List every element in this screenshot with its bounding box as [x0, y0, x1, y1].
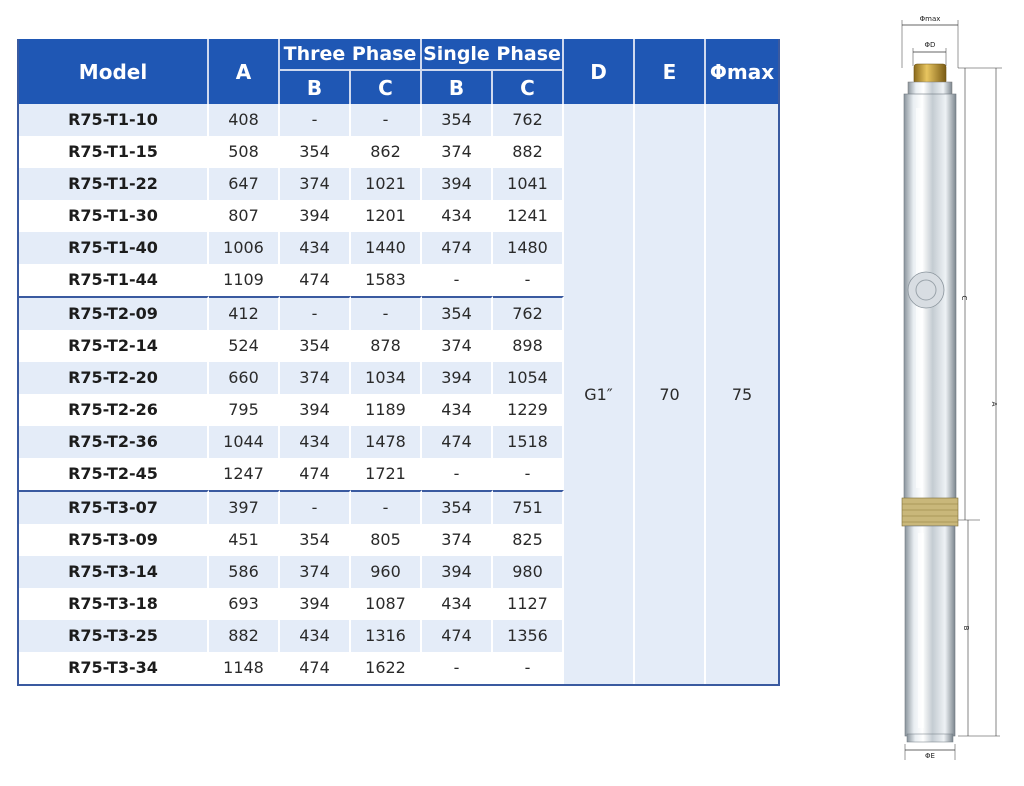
three-phase-b-cell: 374: [280, 362, 351, 394]
header-three-phase: Three Phase: [280, 39, 422, 69]
header-e: E: [635, 39, 706, 104]
single-phase-b-cell: 354: [422, 104, 493, 136]
model-cell: R75-T1-44: [19, 264, 209, 296]
single-phase-b-cell: -: [422, 264, 493, 296]
three-phase-b-cell: -: [280, 104, 351, 136]
table-row: [19, 104, 778, 136]
a-cell: 1148: [209, 652, 280, 684]
a-cell: 1109: [209, 264, 280, 296]
a-cell: 647: [209, 168, 280, 200]
header-d: D: [564, 39, 635, 104]
a-cell: 586: [209, 556, 280, 588]
three-phase-b-cell: -: [280, 296, 351, 330]
model-cell: R75-T2-14: [19, 330, 209, 362]
single-phase-b-cell: 374: [422, 524, 493, 556]
three-phase-c-cell: -: [351, 104, 422, 136]
single-phase-b-cell: 354: [422, 490, 493, 524]
three-phase-c-cell: 1440: [351, 232, 422, 264]
single-phase-c-cell: 980: [493, 556, 564, 588]
single-phase-c-cell: 1480: [493, 232, 564, 264]
single-phase-b-cell: 394: [422, 556, 493, 588]
phid-label: ΦD: [924, 41, 936, 49]
three-phase-b-cell: 434: [280, 426, 351, 458]
b-label: B: [962, 625, 970, 631]
model-cell: R75-T2-20: [19, 362, 209, 394]
single-phase-b-cell: 394: [422, 168, 493, 200]
a-cell: 1044: [209, 426, 280, 458]
single-phase-c-cell: 898: [493, 330, 564, 362]
single-phase-c-cell: 1229: [493, 394, 564, 426]
three-phase-b-cell: 474: [280, 458, 351, 490]
three-phase-c-cell: 1583: [351, 264, 422, 296]
pump-diagram: [880, 8, 1020, 768]
single-phase-b-cell: 374: [422, 136, 493, 168]
single-phase-b-cell: 394: [422, 362, 493, 394]
three-phase-b-cell: 474: [280, 264, 351, 296]
single-phase-c-cell: 762: [493, 104, 564, 136]
brand-badge: [908, 272, 944, 308]
model-cell: R75-T3-07: [19, 490, 209, 524]
d-cell: G1″: [564, 104, 635, 684]
single-phase-c-cell: 1241: [493, 200, 564, 232]
three-phase-b-cell: 374: [280, 168, 351, 200]
three-phase-c-cell: 878: [351, 330, 422, 362]
three-phase-c-cell: 805: [351, 524, 422, 556]
single-phase-b-cell: 374: [422, 330, 493, 362]
single-phase-b-cell: 434: [422, 394, 493, 426]
three-phase-c-cell: 960: [351, 556, 422, 588]
c-dimension: [958, 68, 980, 520]
three-phase-c-cell: 1721: [351, 458, 422, 490]
three-phase-b-cell: 394: [280, 200, 351, 232]
header-model: Model: [19, 39, 209, 104]
three-phase-c-cell: 1021: [351, 168, 422, 200]
single-phase-c-cell: 1054: [493, 362, 564, 394]
header-a: A: [209, 39, 280, 104]
single-phase-c-cell: 882: [493, 136, 564, 168]
phimax-cell: 75: [706, 104, 778, 684]
three-phase-c-cell: -: [351, 296, 422, 330]
model-cell: R75-T3-34: [19, 652, 209, 684]
a-cell: 1006: [209, 232, 280, 264]
model-cell: R75-T3-09: [19, 524, 209, 556]
model-cell: R75-T3-18: [19, 588, 209, 620]
single-phase-c-cell: -: [493, 652, 564, 684]
model-cell: R75-T1-15: [19, 136, 209, 168]
single-phase-b-cell: 354: [422, 296, 493, 330]
a-label: A: [990, 401, 998, 407]
header-single-phase-c: C: [493, 69, 564, 104]
single-phase-c-cell: -: [493, 264, 564, 296]
brass-outlet: [914, 64, 946, 84]
phimax-label: Φmax: [919, 15, 941, 23]
a-cell: 807: [209, 200, 280, 232]
a-cell: 693: [209, 588, 280, 620]
single-phase-c-cell: 751: [493, 490, 564, 524]
three-phase-c-cell: 862: [351, 136, 422, 168]
model-cell: R75-T1-10: [19, 104, 209, 136]
single-phase-c-cell: 825: [493, 524, 564, 556]
three-phase-b-cell: -: [280, 490, 351, 524]
model-cell: R75-T1-40: [19, 232, 209, 264]
e-cell: 70: [635, 104, 706, 684]
three-phase-b-cell: 374: [280, 556, 351, 588]
model-cell: R75-T2-09: [19, 296, 209, 330]
single-phase-b-cell: 474: [422, 232, 493, 264]
three-phase-c-cell: 1201: [351, 200, 422, 232]
a-dimension: [980, 68, 1002, 736]
single-phase-b-cell: 474: [422, 620, 493, 652]
single-phase-c-cell: 1127: [493, 588, 564, 620]
motor-body: [905, 526, 955, 736]
b-dimension: [958, 520, 1000, 736]
three-phase-c-cell: 1034: [351, 362, 422, 394]
three-phase-c-cell: 1316: [351, 620, 422, 652]
three-phase-b-cell: 354: [280, 524, 351, 556]
single-phase-b-cell: -: [422, 458, 493, 490]
single-phase-b-cell: 474: [422, 426, 493, 458]
header-single-phase-b: B: [422, 69, 493, 104]
a-cell: 508: [209, 136, 280, 168]
model-cell: R75-T2-26: [19, 394, 209, 426]
three-phase-b-cell: 354: [280, 330, 351, 362]
three-phase-c-cell: 1189: [351, 394, 422, 426]
header-phimax: Φmax: [706, 39, 778, 104]
single-phase-b-cell: 434: [422, 588, 493, 620]
single-phase-c-cell: 1041: [493, 168, 564, 200]
three-phase-b-cell: 394: [280, 588, 351, 620]
phie-label: ΦE: [925, 752, 935, 760]
a-cell: 408: [209, 104, 280, 136]
phie-dimension: [905, 744, 955, 760]
three-phase-c-cell: 1478: [351, 426, 422, 458]
single-phase-c-cell: 1518: [493, 426, 564, 458]
three-phase-b-cell: 474: [280, 652, 351, 684]
model-cell: R75-T1-22: [19, 168, 209, 200]
single-phase-b-cell: -: [422, 652, 493, 684]
a-cell: 795: [209, 394, 280, 426]
model-cell: R75-T3-25: [19, 620, 209, 652]
a-cell: 882: [209, 620, 280, 652]
three-phase-b-cell: 434: [280, 620, 351, 652]
header-single-phase: Single Phase: [422, 39, 564, 69]
single-phase-c-cell: 762: [493, 296, 564, 330]
three-phase-b-cell: 394: [280, 394, 351, 426]
model-cell: R75-T2-45: [19, 458, 209, 490]
a-cell: 451: [209, 524, 280, 556]
single-phase-b-cell: 434: [422, 200, 493, 232]
model-cell: R75-T1-30: [19, 200, 209, 232]
a-cell: 660: [209, 362, 280, 394]
three-phase-b-cell: 434: [280, 232, 351, 264]
model-cell: R75-T2-36: [19, 426, 209, 458]
single-phase-c-cell: -: [493, 458, 564, 490]
a-cell: 412: [209, 296, 280, 330]
c-label: C: [960, 295, 968, 301]
three-phase-c-cell: -: [351, 490, 422, 524]
header-three-phase-b: B: [280, 69, 351, 104]
three-phase-b-cell: 354: [280, 136, 351, 168]
pump-dimension-table: [17, 39, 780, 686]
header-three-phase-c: C: [351, 69, 422, 104]
a-cell: 397: [209, 490, 280, 524]
a-cell: 524: [209, 330, 280, 362]
three-phase-c-cell: 1087: [351, 588, 422, 620]
three-phase-c-cell: 1622: [351, 652, 422, 684]
model-cell: R75-T3-14: [19, 556, 209, 588]
table-body: [19, 104, 778, 684]
phid-dimension: [913, 41, 946, 66]
a-cell: 1247: [209, 458, 280, 490]
single-phase-c-cell: 1356: [493, 620, 564, 652]
